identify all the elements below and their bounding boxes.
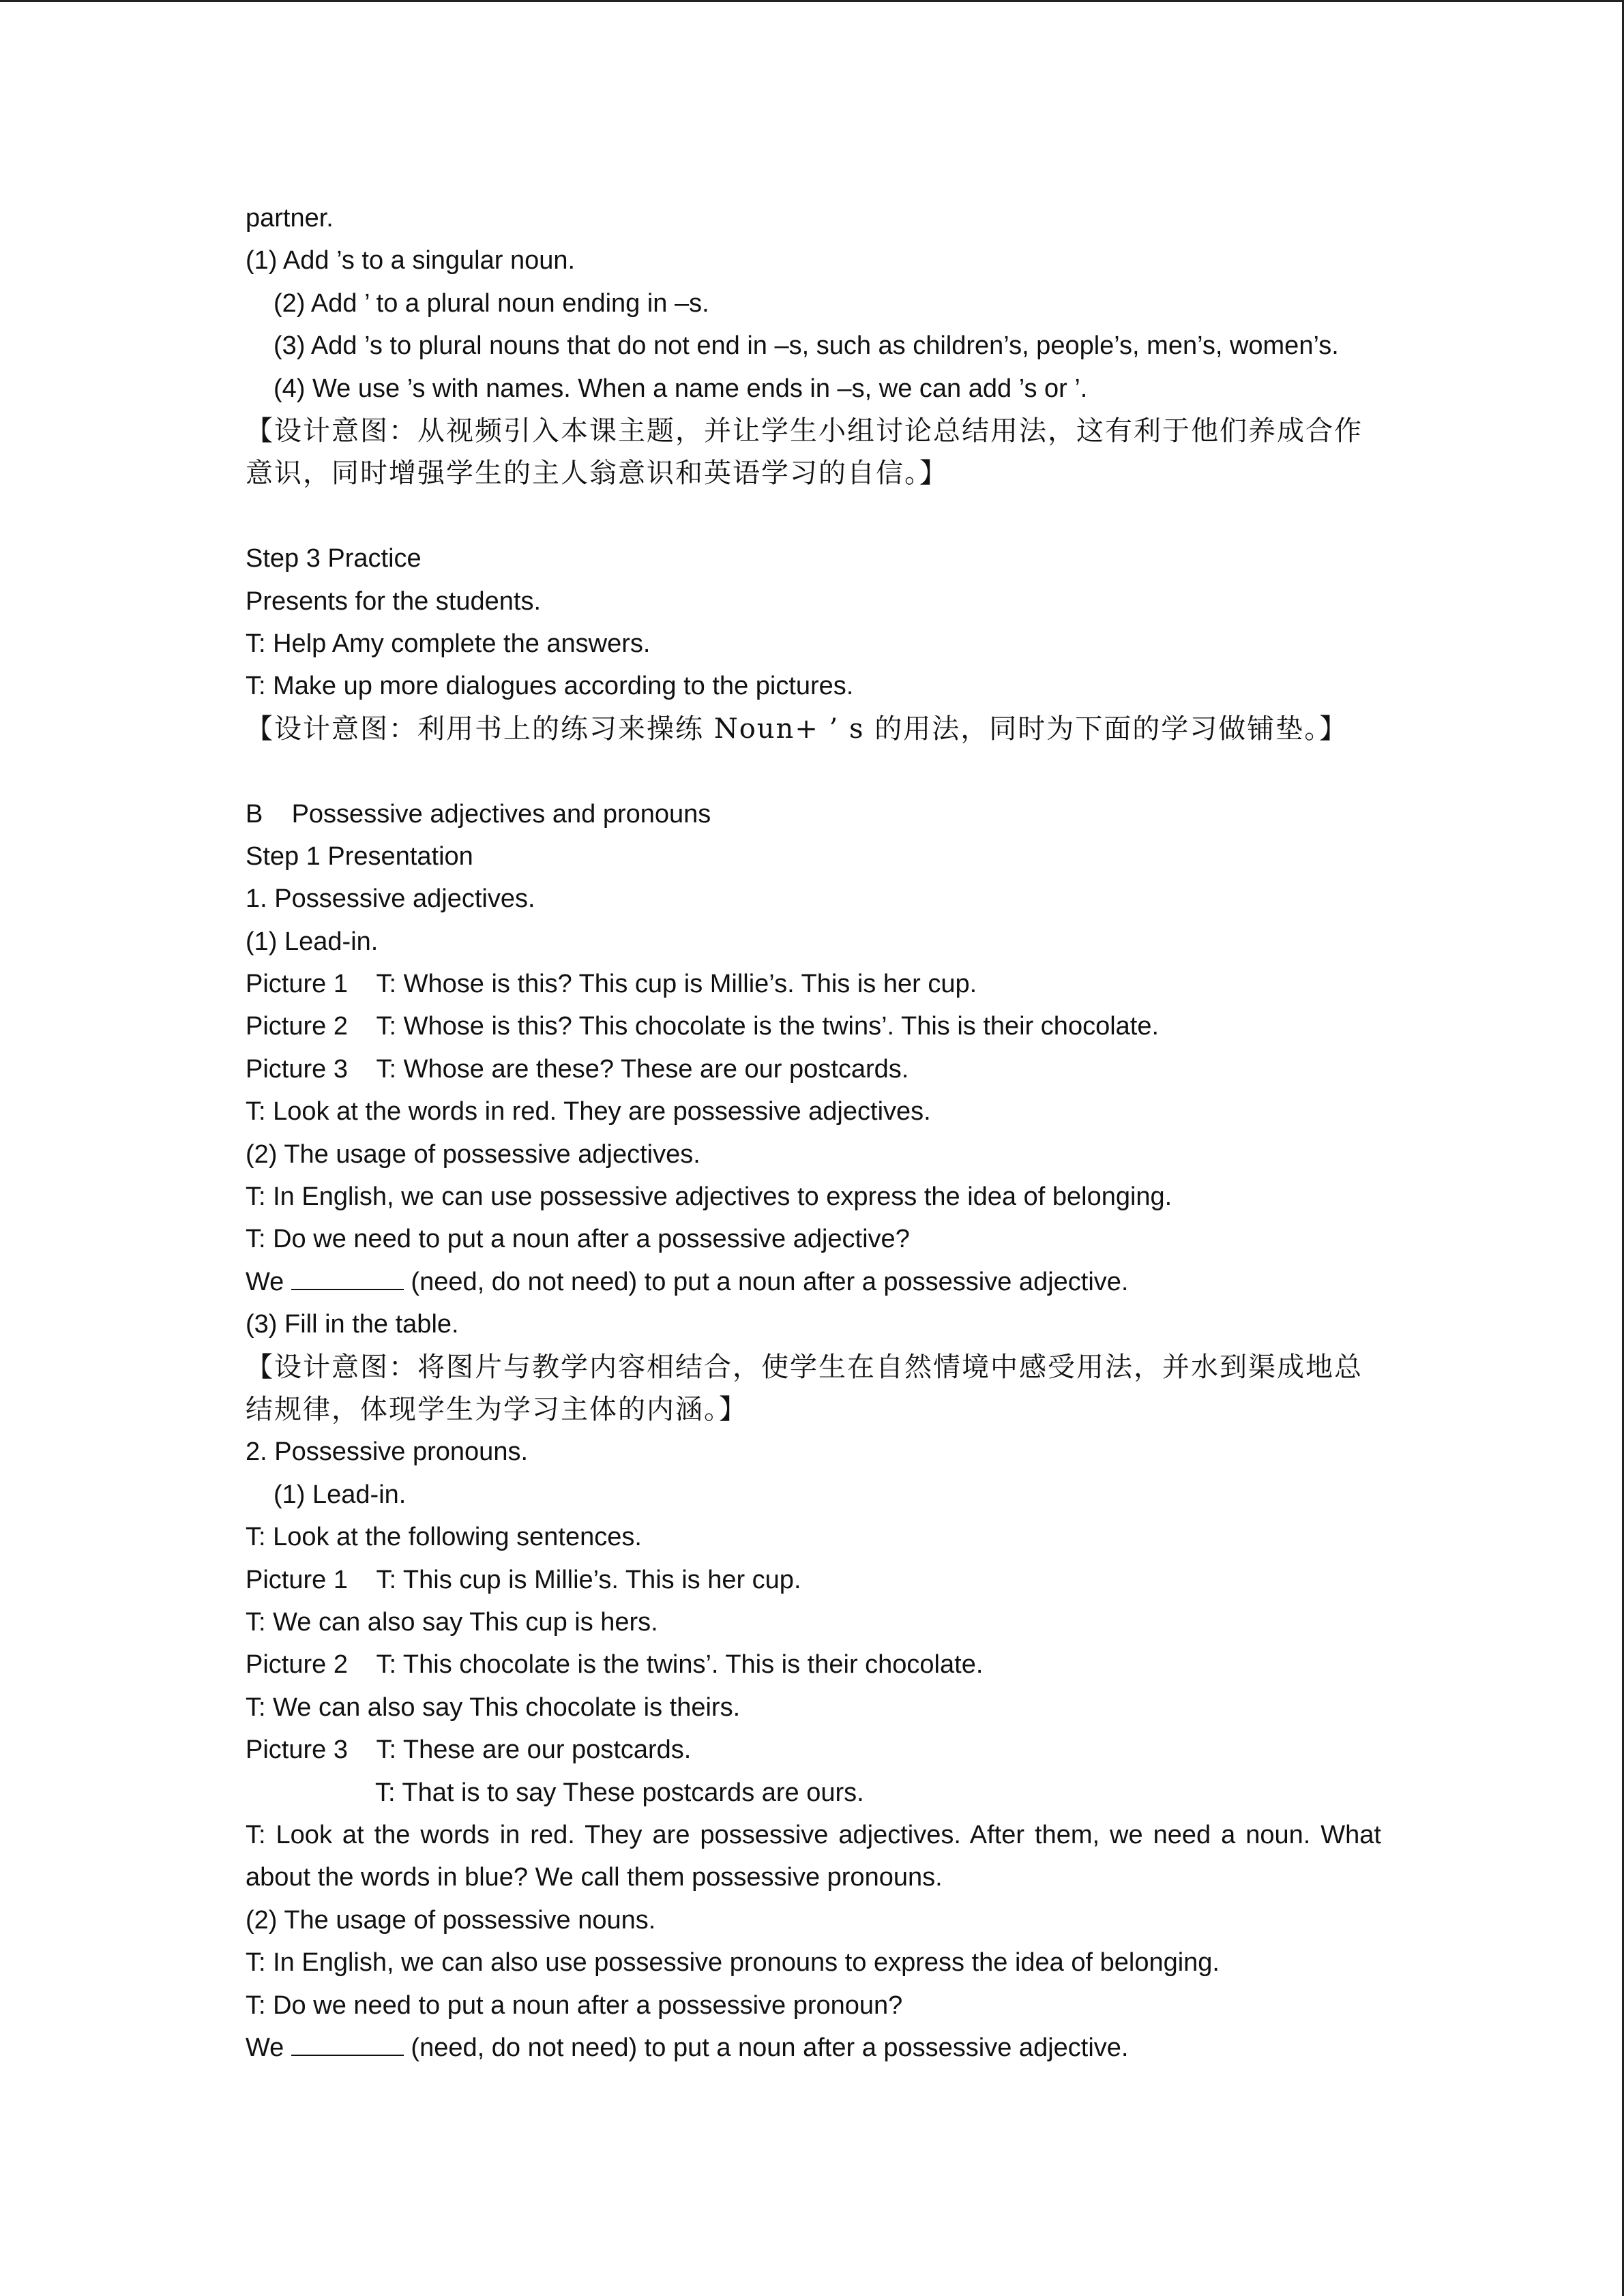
text-line: Picture 3 T: Whose are these? These are our postcards. <box>246 1054 909 1084</box>
design-intent-note: 【设计意图：从视频引入本课主题，并让学生小组讨论总结用法，这有利于他们养成合作意识，同时增强学生的主人翁意识和英语学习的自信。】 <box>246 415 1363 490</box>
spacer <box>246 750 1381 792</box>
text-line: T: In English, we can use possessive adjectives to express the idea of belonging. <box>246 1182 1172 1212</box>
text-line: T: Do we need to put a noun after a possessive pronoun? <box>246 1991 903 2020</box>
document-body <box>246 197 1381 2069</box>
text-line: (3) Fill in the table. <box>246 1310 459 1339</box>
text-line: (1) Add ’s to a singular noun. <box>246 246 576 275</box>
text-line: T: Look at the following sentences. <box>246 1523 642 1552</box>
text-line: (4) We use ’s with names. When a name ends in –s, we can add ’s or ’. <box>274 374 1088 403</box>
section-heading: B Possessive adjectives and pronouns <box>246 799 711 829</box>
text-line: Picture 1 T: Whose is this? This cup is Millie’s. This is her cup. <box>246 970 977 999</box>
fill-in-prefix: We <box>246 2033 291 2062</box>
text-line: T: In English, we can also use possessive pronouns to express the idea of belonging. <box>246 1948 1220 1978</box>
text-line: Picture 1 T: This cup is Millie’s. This is her cup. <box>246 1565 801 1594</box>
text-line: Picture 3 T: These are our postcards. <box>246 1735 692 1765</box>
text-line: Picture 2 T: This chocolate is the twins’. This is their chocolate. <box>246 1650 984 1680</box>
text-line: T: Do we need to put a noun after a possessive adjective? <box>246 1225 910 1254</box>
text-line: partner. <box>246 204 334 233</box>
text-paragraph: T: Look at the words in red. They are possessive adjectives. After them, we need a noun. What about the words in blue? We call them possessive pronouns. <box>246 1820 1381 1892</box>
section-heading: Step 3 Practice <box>246 544 422 573</box>
text-line: Picture 2 T: Whose is this? This chocolate is the twins’. This is their chocolate. <box>246 1012 1160 1041</box>
text-line: (2) Add ’ to a plural noun ending in –s. <box>274 288 709 318</box>
text-line: 2. Possessive pronouns. <box>246 1437 529 1467</box>
text-line: (2) The usage of possessive nouns. <box>246 1905 656 1935</box>
answer-blank[interactable] <box>291 1268 404 1290</box>
spacer <box>246 495 1381 537</box>
fill-in-suffix: (need, do not need) to put a noun after a possessive adjective. <box>403 1267 1129 1296</box>
answer-blank[interactable] <box>291 2034 404 2056</box>
text-line: T: That is to say These postcards are ours. <box>375 1778 864 1807</box>
fill-in-line <box>246 1261 1381 1303</box>
design-intent-note: 【设计意图：利用书上的练习来操练 Noun+ ’ s 的用法，同时为下面的学习做铺垫。】 <box>246 713 1348 745</box>
design-intent-note: 【设计意图：将图片与教学内容相结合，使学生在自然情境中感受用法，并水到渠成地总结规律，体现学生为学习主体的内涵。】 <box>246 1351 1363 1425</box>
fill-in-suffix: (need, do not need) to put a noun after a possessive adjective. <box>403 2033 1129 2062</box>
text-line: T: Help Amy complete the answers. <box>246 629 651 658</box>
text-line: (3) Add ’s to plural nouns that do not end in –s, such as children’s, people’s, men’s, women’s. <box>274 331 1339 361</box>
text-line: (1) Lead-in. <box>246 927 379 956</box>
text-line: (1) Lead-in. <box>274 1480 407 1509</box>
fill-in-prefix: We <box>246 1267 291 1296</box>
text-line: (2) The usage of possessive adjectives. <box>246 1139 700 1169</box>
text-line: T: Look at the words in red. They are possessive adjectives. <box>246 1097 931 1127</box>
text-line: T: Make up more dialogues according to the pictures. <box>246 672 854 701</box>
section-heading: Step 1 Presentation <box>246 841 473 871</box>
text-line: T: We can also say This chocolate is theirs. <box>246 1693 741 1722</box>
text-line: T: We can also say This cup is hers. <box>246 1607 658 1637</box>
text-line: Presents for the students. <box>246 586 542 616</box>
fill-in-line <box>246 2027 1381 2069</box>
text-line: 1. Possessive adjectives. <box>246 884 535 914</box>
